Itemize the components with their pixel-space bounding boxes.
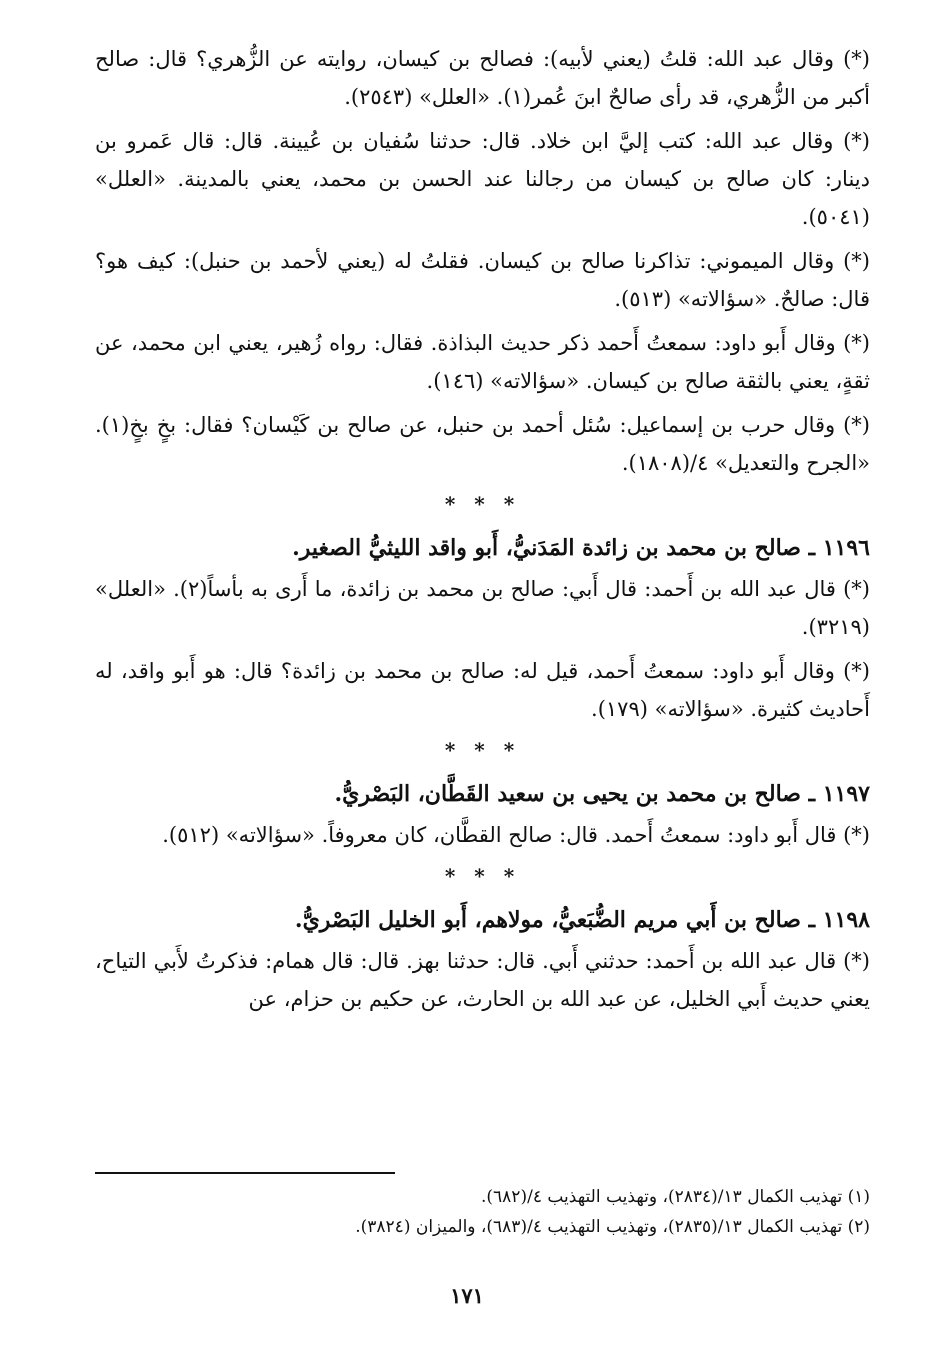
paragraph-5: (*) وقال حرب بن إسماعيل: سُئل أحمد بن حنبل، عن صالح بن كَيْسان؟ فقال: بخٍ بخٍ(١). «الجرح والتعديل» ٤/(١٨٠٨). — [95, 413, 870, 475]
paragraph-4: (*) وقال أَبو داود: سمعتُ أَحمد ذكر حديث البذاذة. فقال: رواه زُهير، يعني ابن محمد، عن ثقةٍ، يعني بالثقة صالح بن كيسان. «سؤالاته» (١٤٦). — [95, 331, 870, 393]
entry-1196-paragraph-2: (*) وقال أَبو داود: سمعتُ أَحمد، قيل له: صالح بن محمد بن زائدة؟ قال: هو أَبو واقد، له أَحاديث كثيرة. «سؤالاته» (١٧٩). — [95, 659, 870, 721]
entry-1196-paragraph-1: (*) قال عبد الله بن أَحمد: قال أَبي: صالح بن محمد بن زائدة، ما أَرى به بأساً(٢). «العلل» (٣٢١٩). — [95, 577, 870, 639]
section-separator: * * * — [444, 492, 521, 516]
section-separator: * * * — [444, 738, 521, 762]
entry-title-1197: ١١٩٧ ـ صالح بن محمد بن يحيى بن سعيد القَطَّان، البَصْريُّ. — [334, 781, 870, 807]
section-separator: * * * — [444, 864, 521, 888]
entry-1197-paragraph-1: (*) قال أَبو داود: سمعتُ أَحمد. قال: صالح القطَّان، كان معروفاً. «سؤالاته» (٥١٢). — [162, 823, 870, 847]
page-number: ١٧١ — [450, 1283, 484, 1308]
entry-title-1196: ١١٩٦ ـ صالح بن محمد بن زائدة المَدَنيُّ، أَبو واقد الليثيُّ الصغير. — [292, 535, 870, 561]
page-body — [95, 40, 870, 1024]
footnote-1: (١) تهذيب الكمال ١٣/(٢٨٣٤)، وتهذيب التهذيب ٤/(٦٨٢). — [480, 1187, 870, 1207]
entry-title-1198: ١١٩٨ ـ صالح بن أَبي مريم الضُّبَعيُّ، مولاهم، أَبو الخليل البَصْريُّ. — [294, 907, 870, 933]
footnote-divider — [95, 1172, 395, 1174]
entry-1198-paragraph-1: (*) قال عبد الله بن أَحمد: حدثني أَبي. قال: حدثنا بهز. قال: قال همام: فذكرتُ لأَبي التياح، يعني حديث أَبي الخليل، عن عبد الله بن الحارث، عن حكيم بن حزام، عن — [95, 949, 870, 1011]
footnote-2: (٢) تهذيب الكمال ١٣/(٢٨٣٥)، وتهذيب التهذيب ٤/(٦٨٣)، والميزان (٣٨٢٤). — [355, 1217, 870, 1237]
paragraph-3: (*) وقال الميموني: تذاكرنا صالح بن كيسان. فقلتُ له (يعني لأحمد بن حنبل): كيف هو؟ قال: صالحٌ. «سؤالاته» (٥١٣). — [95, 249, 870, 311]
paragraph-2: (*) وقال عبد الله: كتب إليَّ ابن خلاد. قال: حدثنا سُفيان بن عُيينة. قال: قال عَمرو بن دينار: كان صالح بن كيسان من رجالنا عند الحسن بن محمد، يعني بالمدينة. «العلل» (٥٠٤١). — [95, 129, 870, 229]
paragraph-1: (*) وقال عبد الله: قلتُ (يعني لأبيه): فصالح بن كيسان، روايته عن الزُّهري؟ قال: صالح أكبر من الزُّهري، قد رأى صالحٌ ابنَ عُمر(١). «العلل» (٢٥٤٣). — [95, 47, 870, 109]
footnotes — [95, 1172, 870, 1242]
